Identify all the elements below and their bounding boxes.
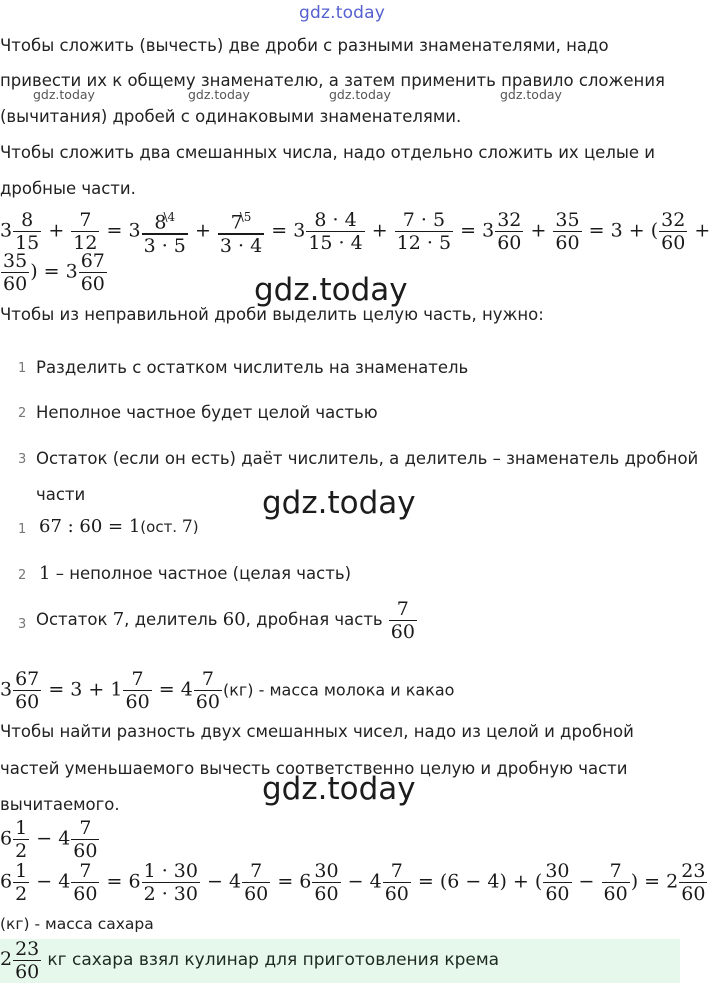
- fraction-denominator: 60: [603, 883, 628, 906]
- fraction-denominator: 60: [545, 883, 570, 906]
- fraction-numerator: 7: [609, 860, 622, 882]
- fraction-numerator: 35: [3, 250, 28, 272]
- fraction: [13, 938, 41, 983]
- fraction-numerator: 67: [80, 250, 105, 272]
- fraction: [194, 668, 222, 713]
- fraction: [71, 817, 99, 862]
- list-number: 3: [18, 452, 27, 467]
- fraction-denominator: 2 · 30: [143, 883, 198, 906]
- list-number: 3: [18, 617, 27, 632]
- fraction-numerator: 1: [15, 817, 28, 839]
- fraction-denominator: 60: [195, 691, 220, 714]
- fraction-numerator: 7: [201, 668, 214, 690]
- fraction-denominator: 60: [244, 883, 269, 906]
- fraction-denominator: 60: [73, 883, 98, 906]
- watermark-small: gdz.today: [33, 87, 95, 102]
- fraction-numerator: 35: [555, 208, 580, 231]
- fraction: [13, 209, 41, 254]
- fraction-numerator: 7: [79, 208, 92, 231]
- list-number: 1: [18, 522, 27, 537]
- watermark-small: gdz.today: [329, 87, 391, 102]
- fraction: [659, 209, 687, 254]
- fraction-denominator: 3 · 4: [219, 234, 263, 257]
- fraction-numerator: 1 · 30: [143, 860, 198, 882]
- fraction: [13, 817, 29, 862]
- answer-line: 2 $\frac{23}{60}$ кг сахара взял кулинар для приготовления крема: [0, 938, 500, 983]
- watermark-small: gdz.today: [188, 87, 250, 102]
- equation-sum-line2: $\frac{35}{60}$ ) = 3 $\frac{67}{60}$: [3, 250, 105, 296]
- fraction-denominator: 2: [15, 840, 28, 863]
- fraction-numerator: 32: [661, 208, 686, 231]
- fraction-numerator: $8^{\backslash 4}$: [154, 210, 176, 234]
- fraction-denominator: 60: [15, 691, 40, 714]
- fraction: [312, 860, 340, 905]
- intro-p2-line2: дробные части.: [0, 179, 136, 198]
- fraction: [142, 860, 200, 905]
- fraction-numerator: 7 · 5: [402, 208, 446, 231]
- watermark-small: gdz.today: [500, 87, 562, 102]
- fraction-numerator: 7: [396, 598, 409, 620]
- fraction-denominator: 60: [314, 883, 339, 906]
- intro-p1-line2: привести их к общему знаменателю, а затем применить правило сложения: [0, 71, 665, 90]
- fraction-numerator: 32: [497, 208, 522, 231]
- fraction: [495, 209, 523, 254]
- calc-division: 67 : 60 = 1(ост. 7): [39, 516, 199, 537]
- list-item: Остаток (если он есть) даёт числитель, а делитель – знаменатель дробной: [36, 449, 699, 468]
- list-number: 2: [18, 568, 27, 583]
- fraction: [389, 598, 417, 643]
- intro-p1-line3: (вычитания) дробей с одинаковыми знаменателями.: [0, 107, 462, 126]
- fraction-denominator: 60: [73, 840, 98, 863]
- equation-diff-solution: 6 $\frac{1}{2}$ − 4 $\frac{7}{60}$ = 6 $\frac{1 \cdot 30}{2 \cdot 30}$ − 4 $\frac{7}{60}$ = 6 $\frac{30}{60}$ − 4 $\frac{7}{60}$ = (6 − 4) + ( $\frac{30}{60}$ − $\frac{7}{60}$ ) = 2 $\frac{23}{60}$: [0, 860, 706, 906]
- watermark-big: gdz.today: [254, 272, 408, 308]
- fraction-denominator: 15 · 4: [308, 231, 363, 254]
- list-item-continuation: части: [36, 485, 86, 504]
- fraction: [13, 860, 29, 905]
- intro-p1-line1: Чтобы сложить (вычесть) две дроби с разными знаменателями, надо: [0, 36, 609, 55]
- fraction: [602, 860, 630, 905]
- calc-whole-part: 1 – неполное частное (целая часть): [39, 563, 352, 584]
- fraction-numerator: 23: [15, 938, 40, 960]
- watermark-big: gdz.today: [262, 771, 416, 807]
- diff-line3: вычитаемого.: [0, 795, 120, 814]
- fraction-denominator: 60: [390, 621, 415, 644]
- fraction-denominator: 3 · 5: [143, 234, 186, 257]
- fraction-numerator: 1: [15, 860, 28, 882]
- fraction-numerator: 8 · 4: [314, 208, 357, 231]
- fraction-numerator: 7: [390, 860, 403, 882]
- fraction-numerator: 8: [21, 208, 34, 231]
- list-item: Разделить с остатком числитель на знаменатель: [36, 358, 469, 377]
- intro-p2-line1: Чтобы сложить два смешанных числа, надо отдельно сложить их целые и: [0, 143, 656, 162]
- fraction: [395, 209, 453, 254]
- equation-diff-statement: 6 $\frac{1}{2}$ − 4 $\frac{7}{60}$: [0, 817, 98, 863]
- fraction-denominator: 60: [125, 691, 150, 714]
- fraction: [13, 668, 41, 713]
- fraction: [543, 860, 571, 905]
- fraction: [679, 860, 707, 905]
- list-item: Неполное частное будет целой частью: [36, 403, 378, 422]
- fraction: [79, 250, 107, 295]
- calc-fraction-part: Остаток 7, делитель 60, дробная часть $\frac{7}{60}$: [36, 598, 415, 644]
- diff-line2: частей уменьшаемого вычесть соответственно целую и дробную части: [0, 759, 628, 778]
- fraction-numerator: 67: [15, 668, 40, 690]
- fraction: [242, 860, 270, 905]
- fraction: [123, 668, 151, 713]
- fraction-denominator: 60: [384, 883, 409, 906]
- fraction-numerator: 7: [79, 817, 92, 839]
- fraction-numerator: 23: [681, 860, 706, 882]
- fraction: [218, 206, 264, 257]
- fraction-denominator: 2: [15, 883, 28, 906]
- fraction-numerator: 7: [79, 860, 92, 882]
- fraction-denominator: 60: [681, 883, 706, 906]
- fraction-numerator: 7: [131, 668, 144, 690]
- fraction-denominator: 60: [497, 231, 522, 254]
- fraction-numerator: 30: [545, 860, 570, 882]
- fraction-numerator: 7: [250, 860, 263, 882]
- list-number: 1: [18, 361, 27, 376]
- fraction-denominator: 12 · 5: [396, 231, 452, 254]
- equation-sum-line1: 3 $\frac{8}{15}$ + $\frac{7}{12}$ = 3 $\frac{8^{\backslash 4}}{3 \cdot 5}$ + $\frac{7^{\backslash 5}}{3 \cdot 4}$ = 3 $\frac{8 \cdot 4}{15 \cdot 4}$ + $\frac{7 \cdot 5}{12 \cdot 5}$ = 3 $\frac{32}{60}$ + $\frac{35}{60}$ = 3 + ( $\frac{32}{60}$ +: [0, 206, 710, 257]
- fraction: [306, 209, 364, 254]
- fraction-denominator: 60: [80, 273, 105, 296]
- fraction-denominator: 12: [73, 231, 98, 254]
- fraction-denominator: 60: [3, 273, 28, 296]
- fraction: [142, 206, 188, 257]
- watermark-big: gdz.today: [262, 485, 416, 521]
- fraction: [71, 209, 99, 254]
- fraction: [1, 250, 29, 295]
- improper-heading: Чтобы из неправильной дроби выделить целую часть, нужно:: [0, 305, 544, 324]
- sugar-mass-label: (кг) - масса сахара: [0, 915, 154, 933]
- list-number: 2: [18, 406, 27, 421]
- fraction: [553, 209, 581, 254]
- fraction-numerator: 30: [314, 860, 339, 882]
- fraction-denominator: 60: [555, 231, 580, 254]
- fraction: [71, 860, 99, 905]
- fraction-denominator: 15: [15, 231, 40, 254]
- diff-line1: Чтобы найти разность двух смешанных чисел, надо из целой и дробной: [0, 722, 634, 741]
- equation-milk-cocoa: 3 $\frac{67}{60}$ = 3 + 1 $\frac{7}{60}$ = 4 $\frac{7}{60}$ (кг) - масса молока и какао: [0, 668, 455, 714]
- fraction: [383, 860, 411, 905]
- fraction-numerator: $7^{\backslash 5}$: [230, 210, 252, 234]
- fraction-denominator: 60: [15, 961, 40, 983]
- watermark-top: gdz.today: [299, 3, 386, 23]
- fraction-denominator: 60: [661, 231, 686, 254]
